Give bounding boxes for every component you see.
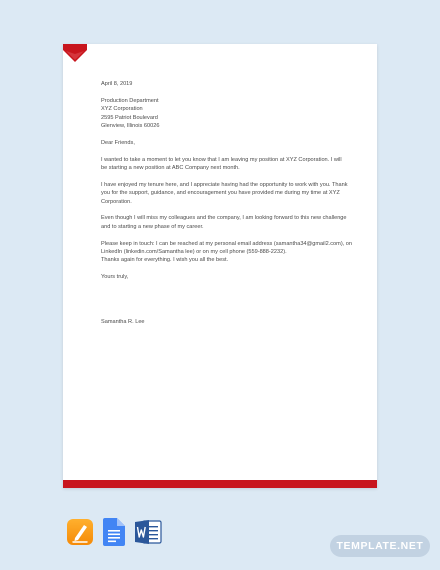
paragraph-4-line: Thanks again for everything. I wish you all the best. (101, 257, 229, 264)
app-icons (66, 518, 162, 546)
recipient-company: XYZ Corporation (101, 106, 143, 113)
paragraph-1-line: I wanted to take a moment to let you know that I am leaving my position at XYZ Corporation. I will (101, 156, 342, 163)
paragraph-1-line: be starting a new position at ABC Company next month. (101, 165, 240, 172)
footer-bar (63, 480, 377, 488)
salutation: Dear Friends, (101, 139, 135, 146)
signature: Samantha R. Lee (101, 318, 145, 325)
pages-icon[interactable] (66, 518, 94, 546)
paragraph-2-line: you for the support, guidance, and encouragement you have provided me during my time at XYZ (101, 190, 340, 197)
recipient-department: Production Department (101, 97, 159, 104)
recipient-street: 2595 Patriot Boulevard (101, 114, 158, 121)
recipient-city: Glenview, Illinois 60026 (101, 123, 160, 130)
closing: Yours truly, (101, 274, 129, 281)
paragraph-4-line: LinkedIn (linkedin.com/Samantha lee) or on my cell phone (559-888-2232). (101, 249, 287, 256)
google-docs-icon[interactable] (103, 518, 125, 546)
word-icon[interactable] (134, 518, 162, 546)
paragraph-3-line: Even though I will miss my colleagues and the company, I am looking forward to this new challenge (101, 215, 347, 222)
red-diamond-logo (63, 44, 87, 66)
paragraph-4-line: Please keep in touch: I can be reached at my personal email address (samantha34@gmail2.com), on (101, 240, 353, 247)
paragraph-2-line: Corporation. (101, 198, 132, 205)
paragraph-3-line: and to starting a new phase of my career. (101, 223, 204, 230)
letter-body (101, 80, 363, 326)
letter-date: April 8, 2019 (101, 81, 133, 87)
template-net-badge[interactable]: TEMPLATE.NET (330, 535, 430, 557)
paragraph-2-line: I have enjoyed my tenure here, and I appreciate having had the opportunity to work with you. Thank (101, 181, 348, 188)
